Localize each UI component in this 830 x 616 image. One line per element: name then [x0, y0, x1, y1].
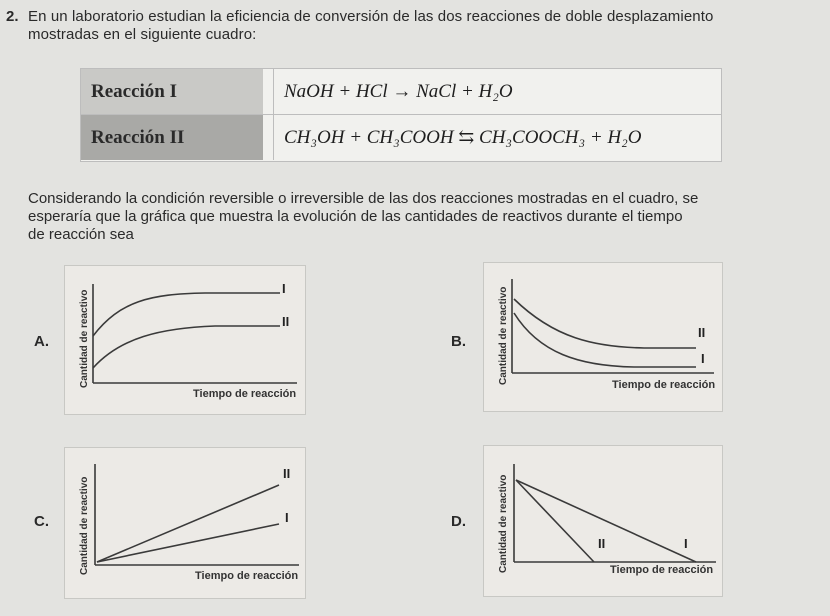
prompt-line-1: Considerando la condición reversible o irreversible de las dos reacciones mostradas en el cuadro, se [28, 190, 699, 207]
option-c-xlabel: Tiempo de reacción [195, 570, 299, 582]
reactions-table [80, 68, 722, 162]
option-d-curve-I [516, 480, 696, 562]
option-c-letter[interactable]: C. [34, 513, 49, 530]
option-b-curve-II [514, 299, 696, 348]
option-d-curve-label-1: II [598, 536, 606, 551]
option-d-curve-label-2: I [684, 536, 688, 551]
option-a-curve-II [93, 326, 280, 368]
reaction-2-label: Reacción II [81, 115, 263, 160]
option-d-xlabel: Tiempo de reacción [610, 564, 714, 576]
option-b-letter[interactable]: B. [451, 333, 466, 350]
reaction-row-1 [81, 69, 721, 115]
option-c-curve-II [97, 485, 279, 562]
option-a-curve-label-2: II [282, 314, 290, 329]
option-c-graph[interactable] [64, 447, 306, 599]
question-text-line-1: En un laboratorio estudian la eficiencia de conversión de las dos reacciones de doble desplazamiento [28, 8, 714, 25]
question-number: 2. [6, 8, 19, 25]
reaction-1-equation: NaOH + HCl → NaCl + H₂O [273, 69, 513, 114]
option-b-xlabel: Tiempo de reacción [612, 379, 716, 391]
option-c-ylabel: Cantidad de reactivo [79, 476, 90, 575]
option-a-curve-I [93, 293, 280, 336]
option-a-ylabel: Cantidad de reactivo [79, 289, 90, 388]
option-a-letter[interactable]: A. [34, 333, 49, 350]
option-c-curve-label-2: I [285, 510, 289, 525]
option-b-ylabel: Cantidad de reactivo [498, 286, 509, 385]
option-c-curve-label-1: II [283, 466, 291, 481]
option-c-curve-I [97, 524, 279, 562]
question-text-line-2: mostradas en el siguiente cuadro: [28, 26, 257, 43]
option-b-graph[interactable] [483, 262, 723, 412]
option-a-curve-label-1: I [282, 281, 286, 296]
reaction-1-label: Reacción I [81, 69, 263, 114]
prompt-line-3: de reacción sea [28, 226, 134, 243]
option-a-xlabel: Tiempo de reacción [193, 388, 297, 400]
option-b-curve-label-2: I [701, 351, 705, 366]
prompt-line-2: esperaría que la gráfica que muestra la evolución de las cantidades de reactivos durante el tiempo [28, 208, 683, 225]
option-b-curve-label-1: II [698, 325, 706, 340]
option-a-graph[interactable] [64, 265, 306, 415]
reaction-2-equation: CH₃OH + CH₃COOH ⇆ CH₃COOCH₃ + H₂O [273, 115, 642, 160]
option-d-ylabel: Cantidad de reactivo [498, 474, 509, 573]
option-d-curve-II [516, 480, 594, 562]
reaction-row-2 [81, 115, 721, 160]
option-d-graph[interactable] [483, 445, 723, 597]
option-d-letter[interactable]: D. [451, 513, 466, 530]
